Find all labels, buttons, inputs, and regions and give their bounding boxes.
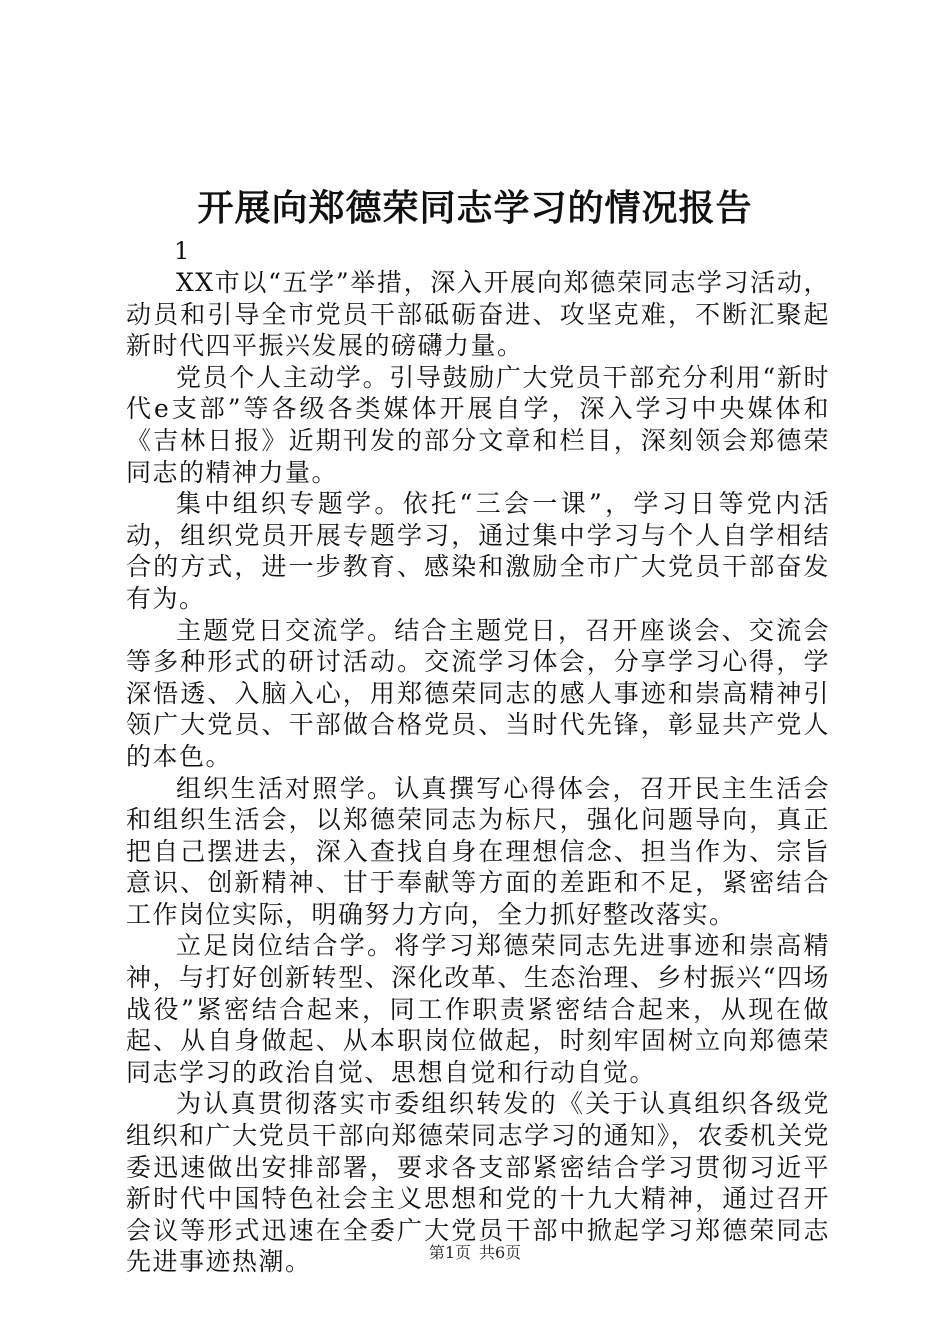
paragraph: XX市以“五学”举措，深入开展向郑德荣同志学习活动，动员和引导全市党员干部砥砺奋进、攻坚克难，不断汇聚起新时代四平振兴发展的磅礴力量。 bbox=[126, 268, 830, 361]
document-body bbox=[126, 236, 830, 1278]
paragraph: 主题党日交流学。结合主题党日，召开座谈会、交流会等多种形式的研讨活动。交流学习体会，分享学习心得，学深悟透、入脑入心，用郑德荣同志的感人事迹和崇高精神引领广大党员、干部做合格党员、当时代先锋，彰显共产党人的本色。 bbox=[126, 615, 830, 771]
page-number: 第1页 bbox=[428, 1243, 471, 1262]
document-title: 开展向郑德荣同志学习的情况报告 bbox=[197, 187, 753, 229]
section-number: 1 bbox=[174, 237, 191, 265]
paragraph: 为认真贯彻落实市委组织转发的《关于认真组织各级党组织和广大党员干部向郑德荣同志学习的通知》，农委机关党委迅速做出安排部署，要求各支部紧密结合学习贯彻习近平新时代中国特色社会主义思想和党的十九大精神，通过召开会议等形式迅速在全委广大党员干部中掀起学习郑德荣同志先进事迹热潮。 bbox=[126, 1089, 830, 1277]
page-footer bbox=[0, 1242, 950, 1264]
paragraph: 立足岗位结合学。将学习郑德荣同志先进事迹和崇高精神，与打好创新转型、深化改革、生态治理、乡村振兴“四场战役”紧密结合起来，同工作职责紧密结合起来，从现在做起、从自身做起、从本职岗位做起，时刻牢固树立向郑德荣同志学习的政治自觉、思想自觉和行动自觉。 bbox=[126, 931, 830, 1087]
paragraph: 集中组织专题学。依托“三会一课”，学习日等党内活动，组织党员开展专题学习，通过集中学习与个人自学相结合的方式，进一步教育、感染和激励全市广大党员干部奋发有为。 bbox=[126, 489, 830, 613]
page-total: 共6页 bbox=[479, 1243, 522, 1262]
paragraph: 党员个人主动学。引导鼓励广大党员干部充分利用“新时代e支部”等各级各类媒体开展自学，深入学习中央媒体和《吉林日报》近期刊发的部分文章和栏目，深刻领会郑德荣同志的精神力量。 bbox=[126, 362, 830, 487]
paragraph: 组织生活对照学。认真撰写心得体会，召开民主生活会和组织生活会，以郑德荣同志为标尺，强化问题导向，真正把自己摆进去，深入查找自身在理想信念、担当作为、宗旨意识、创新精神、甘于奉献等方面的差距和不足，紧密结合工作岗位实际，明确努力方向，全力抓好整改落实。 bbox=[126, 773, 830, 929]
